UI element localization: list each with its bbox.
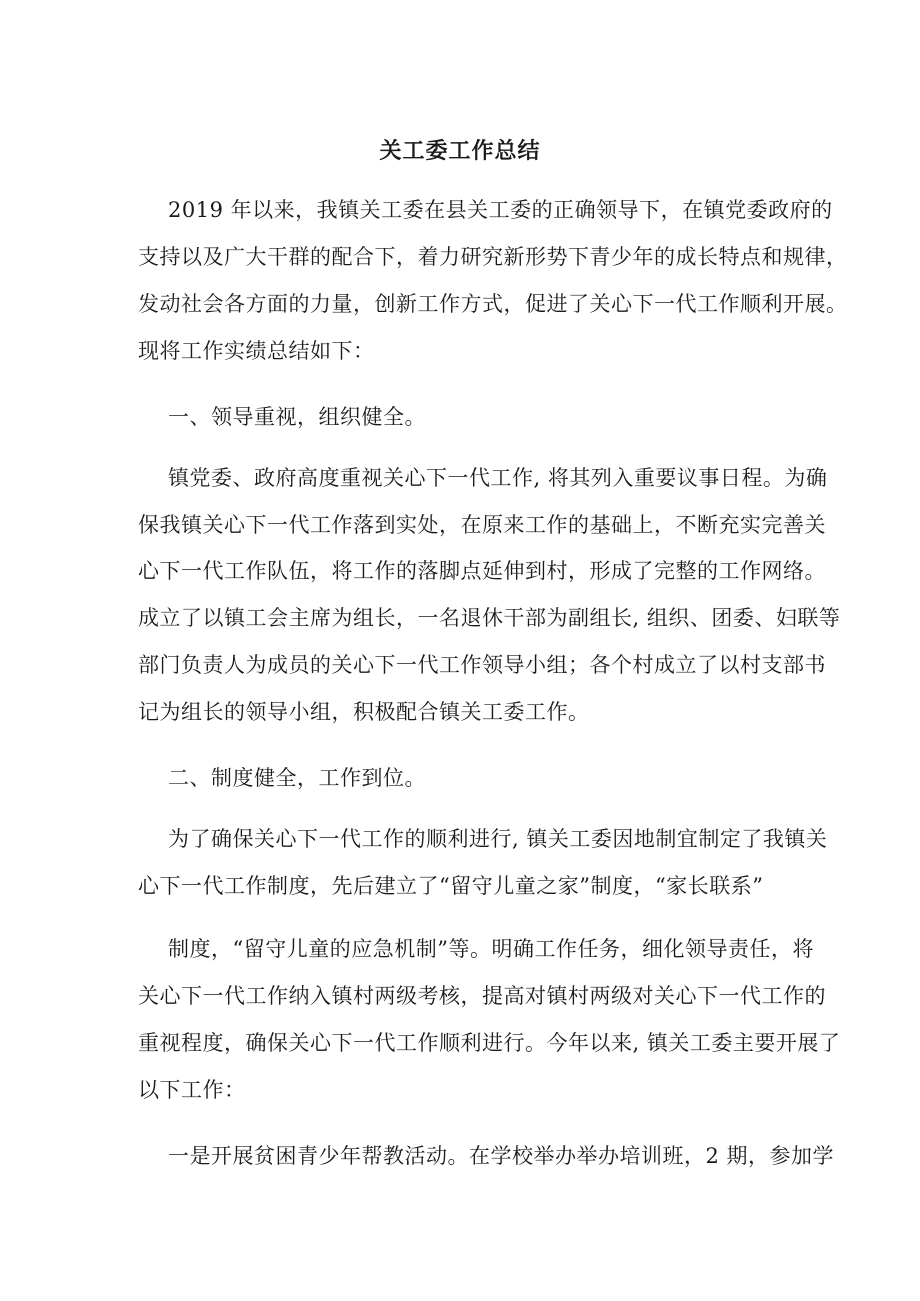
paragraph-line: 2019 年以来，我镇关工委在县关工委的正确领导下，在镇党委政府的 (168, 198, 833, 222)
paragraph-line: 部门负责人为成员的关心下一代工作领导小组；各个村成立了以村支部书 (138, 653, 826, 677)
paragraph-line: 发动社会各方面的力量，创新工作方式，促进了关心下一代工作顺利开展。 (138, 292, 848, 316)
paragraph-line: 镇党委、政府高度重视关心下一代工作, 将其列入重要议事日程。为确 (168, 466, 828, 490)
section-heading: 二、制度健全，工作到位。 (168, 766, 426, 790)
section-heading: 一、领导重视，组织健全。 (168, 405, 426, 429)
paragraph-line: 一是开展贫困青少年帮教活动。在学校举办举办培训班，2 期，参加学 (168, 1144, 835, 1168)
paragraph-line: 以下工作： (138, 1078, 246, 1102)
document-title: 关工委工作总结 (379, 139, 541, 164)
paragraph-line: 心下一代工作队伍，将工作的落脚点延伸到村，形成了完整的工作网络。 (138, 559, 826, 583)
paragraph-line: 支持以及广大干群的配合下，着力研究新形势下青少年的成长特点和规律， (138, 245, 848, 269)
paragraph-line: 记为组长的领导小组，积极配合镇关工委工作。 (138, 700, 590, 724)
paragraph-line: 现将工作实绩总结如下： (138, 339, 375, 363)
paragraph-line: 重视程度，确保关心下一代工作顺利进行。今年以来, 镇关工委主要开展了 (138, 1031, 841, 1055)
paragraph-line: 心下一代工作制度，先后建立了“留守儿童之家”制度，“家长联系” (138, 874, 764, 898)
paragraph-line: 关心下一代工作纳入镇村两级考核，提高对镇村两级对关心下一代工作的 (138, 984, 826, 1008)
paragraph-line: 保我镇关心下一代工作落到实处，在原来工作的基础上，不断充实完善关 (138, 513, 826, 537)
paragraph-line: 制度，“留守儿童的应急机制”等。明确工作任务，细化领导责任，将 (168, 937, 814, 961)
paragraph-line: 为了确保关心下一代工作的顺利进行, 镇关工委因地制宜制定了我镇关 (168, 827, 828, 851)
paragraph-line: 成立了以镇工会主席为组长，一名退休干部为副组长, 组织、团委、妇联等 (138, 606, 841, 630)
